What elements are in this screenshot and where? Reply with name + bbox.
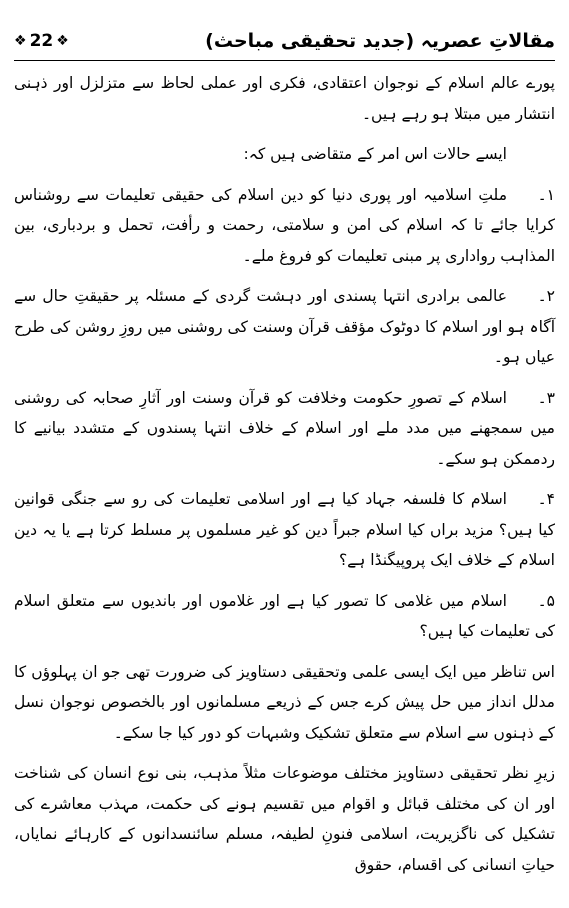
paragraph-number: ۳۔: [537, 388, 555, 407]
page-number: 22: [29, 31, 54, 51]
ornament-left-icon: ❖: [14, 33, 27, 49]
intro-line: ایسے حالات اس امر کے متقاضی ہیں کہ:: [243, 145, 507, 163]
page: [14, 0, 555, 908]
numbered-paragraph: [14, 383, 555, 475]
paragraph-number: ۵۔: [537, 591, 555, 610]
paragraph: زیرِ نظر تحقیقی دستاویز مختلف موضوعات مثلاً مذہب، بنی نوع انسان کی شناخت اور ان کی مختلف قبائل و اقوام میں تقسیم ہونے کی حکمت، مہذب معاشرے کی تشکیل کی ناگزیریت، اسلامی فنونِ لطیفہ، مسلم سائنسدانوں کے کارہائے نمایاں، حیاتِ انسانی کی اقسام، حقوق: [14, 764, 555, 874]
paragraph: اس تناظر میں ایک ایسی علمی وتحقیقی دستاویز کی ضرورت تھی جو ان پہلوؤں کا مدلل انداز میں حل پیش کرے جس کے ذریعے مسلمانوں اور بالخصوص نوجوان نسل کے ذہنوں سے اسلام سے متعلق تشکیک وشبہات کو دور کیا جا سکے۔: [14, 662, 555, 742]
numbered-paragraph: [14, 281, 555, 373]
header-divider: [14, 60, 555, 61]
paragraph-number: ۲۔: [537, 287, 555, 305]
page-header: [14, 28, 555, 58]
numbered-paragraph: [14, 586, 555, 647]
paragraph-text: عالمی برادری انتہا پسندی اور دہشت گردی کے مسئلہ پر حقیقتِ حال سے آگاہ ہو اور اسلام کا دوٹوک مؤقف قرآن وسنت کی روشنی میں روزِ روشن کی طرح عیاں ہو۔: [14, 287, 555, 366]
paragraph-text: اسلام میں غلامی کا تصور کیا ہے اور غلاموں اور باندیوں سے متعلق اسلام کی تعلیمات کیا ہیں؟: [14, 591, 555, 640]
paragraph-text: اسلام کے تصورِ حکومت وخلافت کو قرآن وسنت اور آثارِ صحابہ کی روشنی میں سمجھنے میں مدد ملے اور اسلام کے خلاف انتہا پسندوں کے متشدد بیانیے کا ردممکن ہو سکے۔: [14, 388, 555, 468]
numbered-paragraph: [14, 484, 555, 576]
paragraph-text: ملتِ اسلامیہ اور پوری دنیا کو دین اسلام کی حقیقی تعلیمات سے روشناس کرایا جائے تا کہ اسلام کی امن و سلامتی، رحمت و رأفت، تحمل و بردباری، بین المذاہب رواداری پر مبنی تعلیمات کو فروغ ملے۔: [14, 185, 555, 265]
paragraph-number: ۴۔: [537, 490, 555, 508]
ornament-right-icon: ❖: [56, 33, 69, 49]
running-title: مقالاتِ عصریہ (جدید تحقیقی مباحث): [205, 30, 555, 52]
numbered-paragraph: [14, 180, 555, 272]
paragraph-text: اسلام کا فلسفہ جہاد کیا ہے اور اسلامی تعلیمات کی رو سے جنگی قوانین کیا ہیں؟ مزید براں کیا اسلام جبراً دین کو غیر مسلموں پر مسلط کرتا ہے یا یہ دین اسلام کے خلاف ایک پروپیگنڈا ہے؟: [14, 490, 555, 569]
page-number-block: [14, 28, 69, 54]
paragraph-number: ۱۔: [537, 185, 555, 204]
paragraph: پورے عالم اسلام کے نوجوان اعتقادی، فکری اور عملی لحاظ سے متزلزل اور ذہنی انتشار میں مبتلا ہو رہے ہیں۔: [14, 74, 555, 123]
article-body: [14, 68, 555, 890]
